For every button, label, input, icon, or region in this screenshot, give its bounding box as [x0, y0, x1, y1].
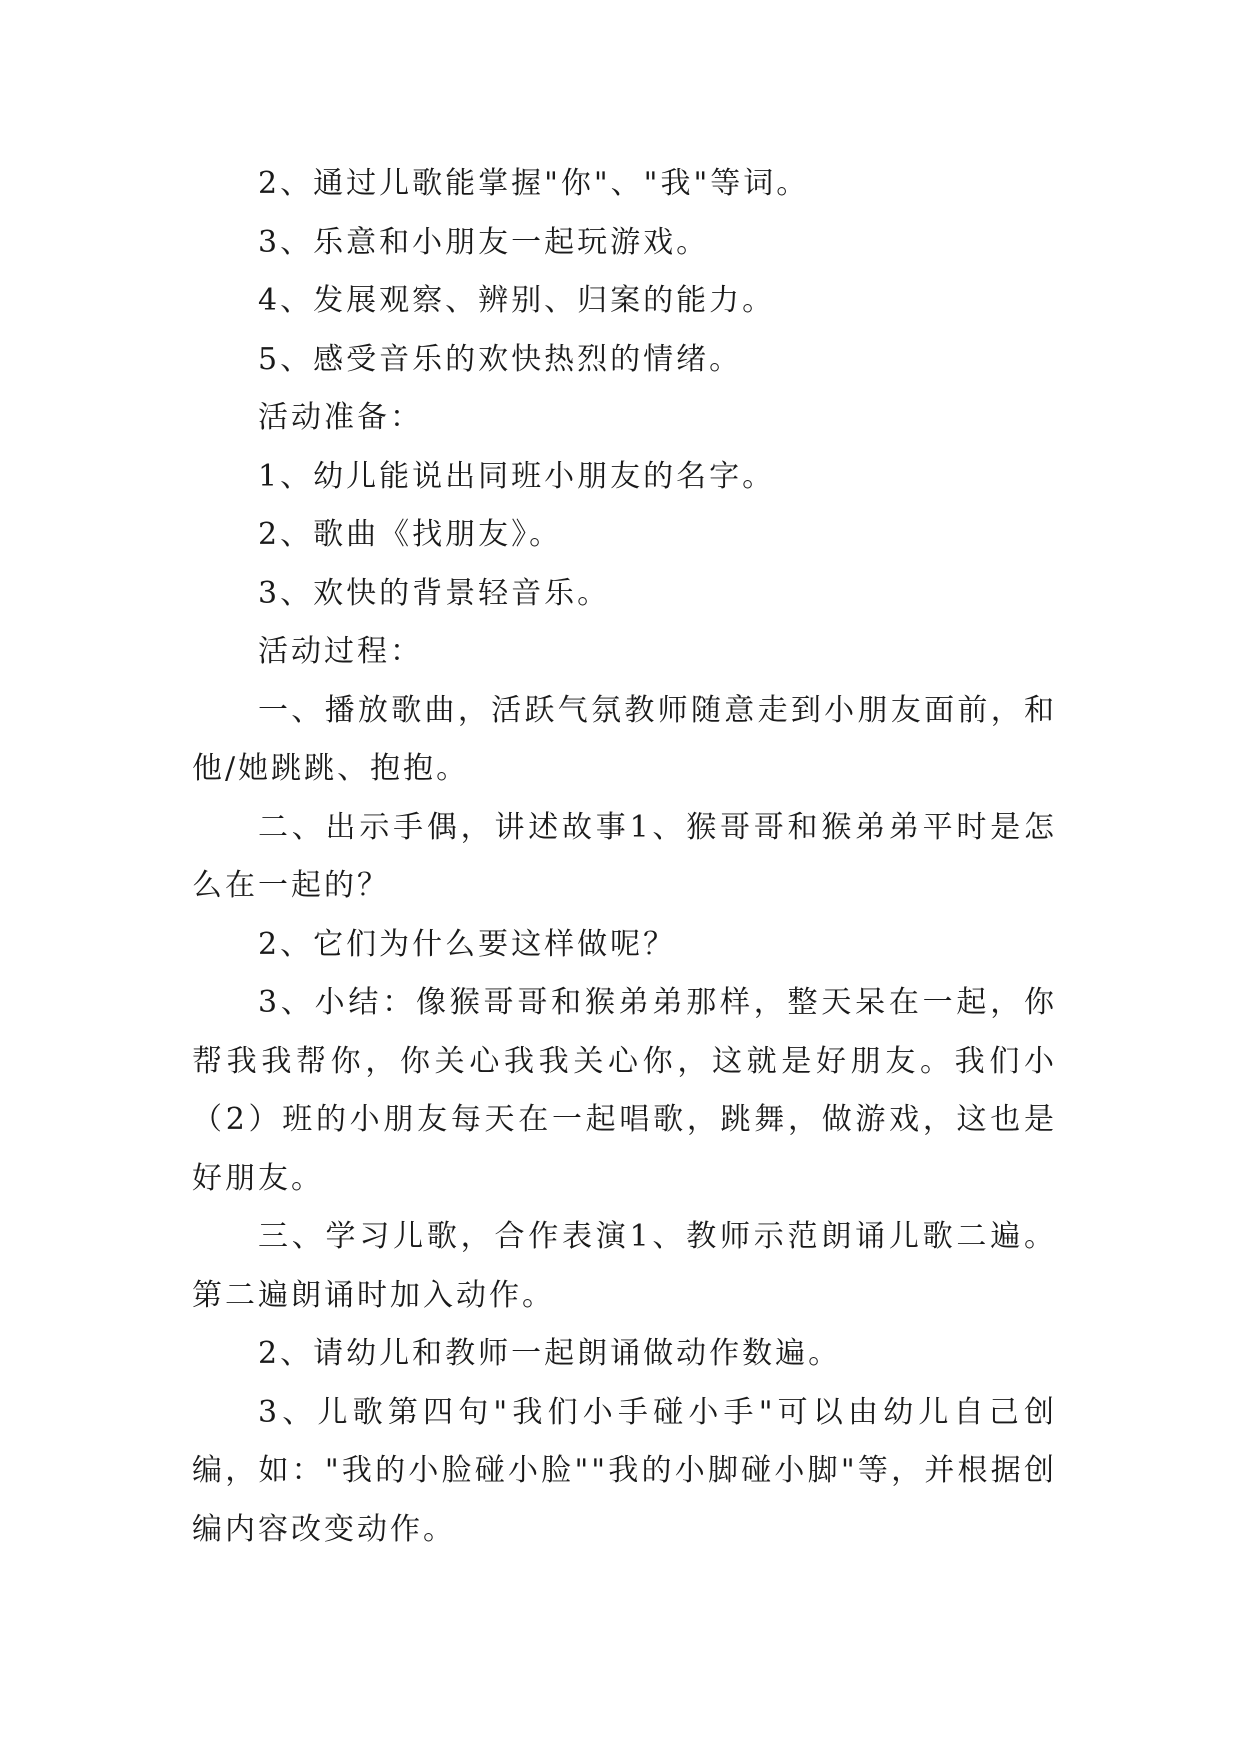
paragraph-step-2-summary: 3、小结：像猴哥哥和猴弟弟那样，整天呆在一起，你帮我我帮你，你关心我我关心你，这就是好朋友。我们小（2）班的小朋友每天在一起唱歌，跳舞，做游戏，这也是好朋友。 — [192, 985, 1057, 1196]
paragraph-step-1: 一、播放歌曲，活跃气氛教师随意走到小朋友面前，和他/她跳跳、抱抱。 — [192, 692, 1057, 786]
paragraph-prep-2: 2、歌曲《找朋友》。 — [258, 517, 563, 552]
paragraph-goal-3: 3、乐意和小朋友一起玩游戏。 — [258, 224, 710, 260]
paragraph-step-2: 二、出示手偶，讲述故事1、猴哥哥和猴弟弟平时是怎么在一起的？ — [192, 809, 1057, 903]
paragraph-prep-1: 1、幼儿能说出同班小朋友的名字。 — [258, 458, 776, 494]
paragraph-goal-5: 5、感受音乐的欢快热烈的情绪。 — [258, 341, 743, 377]
paragraph-step-2-q2: 2、它们为什么要这样做呢？ — [258, 926, 677, 962]
paragraph-step-3: 三、学习儿歌，合作表演1、教师示范朗诵儿歌二遍。第二遍朗诵时加入动作。 — [192, 1219, 1057, 1313]
paragraph-step-3-item-2: 2、请幼儿和教师一起朗诵做动作数遍。 — [258, 1336, 842, 1371]
section-heading-preparation: 活动准备： — [258, 400, 423, 435]
paragraph-goal-4: 4、发展观察、辨别、归案的能力。 — [258, 283, 776, 318]
document-page — [192, 155, 1057, 1559]
paragraph-prep-3: 3、欢快的背景轻音乐。 — [258, 575, 611, 611]
paragraph-step-3-item-3: 3、儿歌第四句"我们小手碰小手"可以由幼儿自己创编，如："我的小脸碰小脸""我的小脚碰小脚"等，并根据创编内容改变动作。 — [192, 1394, 1057, 1547]
section-heading-process: 活动过程： — [258, 634, 423, 669]
paragraph-goal-2: 2、通过儿歌能掌握"你"、"我"等词。 — [258, 166, 810, 201]
